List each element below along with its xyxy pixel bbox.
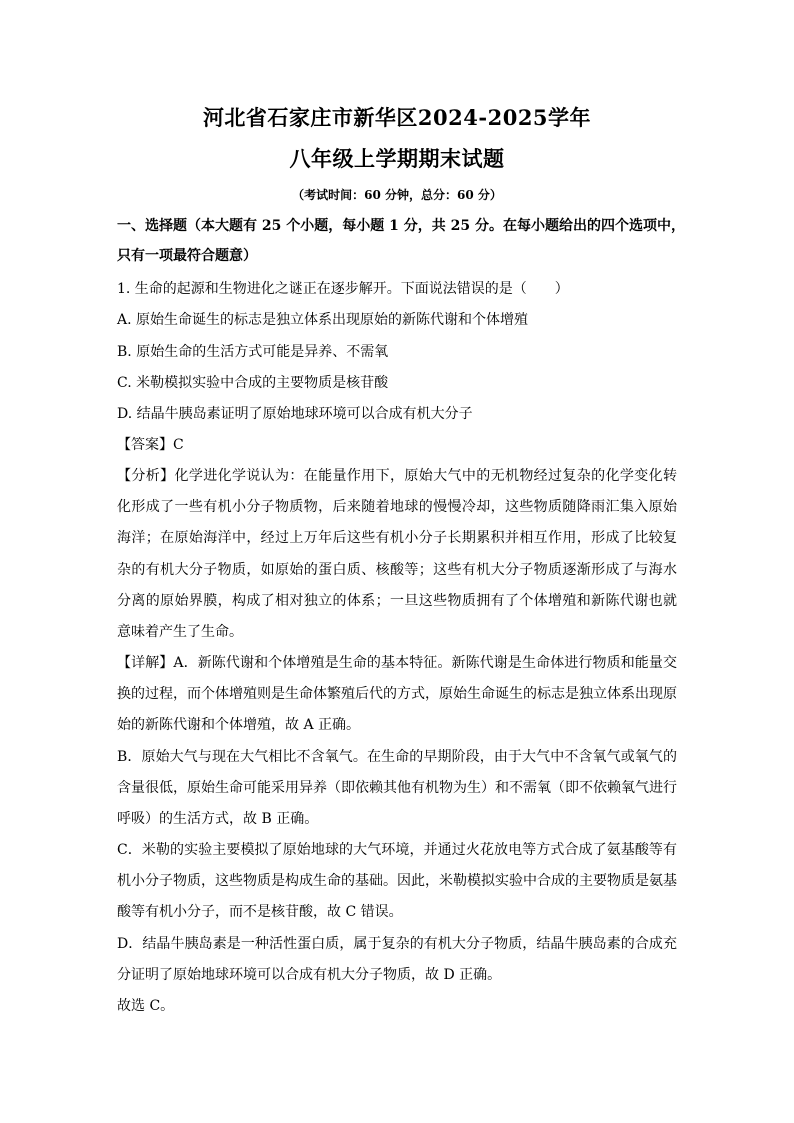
detail-line: 【详解】A．新陈代谢和个体增殖是生命的基本特征。新陈代谢是生命体进行物质和能量交 bbox=[117, 655, 677, 671]
detail-line: 换的过程，而个体增殖则是生命体繁殖后代的方式，原始生命诞生的标志是独立体系出现原 bbox=[117, 686, 677, 702]
option-d: D. 结晶牛胰岛素证明了原始地球环境可以合成有机大分子 bbox=[117, 406, 473, 422]
detail-line: 机小分子物质，这些物质是构成生命的基础。因此，米勒模拟实验中合成的主要物质是氨基 bbox=[117, 873, 677, 889]
exam-title-line1: 河北省石家庄市新华区2024-2025学年 bbox=[202, 105, 592, 130]
detail-line: 呼吸）的生活方式，故 B 正确。 bbox=[117, 811, 319, 827]
analysis-line: 海洋；在原始海洋中，经过上万年后这些有机小分子长期累积并相互作用，形成了比较复 bbox=[117, 530, 677, 546]
detail-line: 含量很低，原始生命可能采用异养（即依赖其他有机物为生）和不需氧（即不依赖氧气进行 bbox=[117, 780, 677, 796]
detail-line: 始的新陈代谢和个体增殖，故 A 正确。 bbox=[117, 717, 361, 733]
detail-line: B．原始大气与现在大气相比不含氧气。在生命的早期阶段，由于大气中不含氧气或氧气的 bbox=[117, 749, 677, 765]
exam-info: （考试时间：60 分钟，总分：60 分） bbox=[292, 188, 502, 202]
analysis-line: 意味着产生了生命。 bbox=[117, 624, 243, 640]
detail-line: 故选 C。 bbox=[117, 998, 175, 1014]
section-heading-line2: 只有一项最符合题意） bbox=[117, 248, 257, 264]
analysis-line: 化形成了一些有机小分子物质物，后来随着地球的慢慢冷却，这些物质随降雨汇集入原始 bbox=[117, 499, 677, 515]
question-stem: 1. 生命的起源和生物进化之谜正在逐步解开。下面说法错误的是（ ） bbox=[117, 281, 569, 297]
option-a: A. 原始生命诞生的标志是独立体系出现原始的新陈代谢和个体增殖 bbox=[117, 312, 529, 328]
section-heading-line1: 一、选择题（本大题有 25 个小题，每小题 1 分，共 25 分。在每小题给出的四个选项中， bbox=[117, 218, 685, 234]
exam-title-line2: 八年级上学期期末试题 bbox=[289, 146, 505, 171]
detail-line: C．米勒的实验主要模拟了原始地球的大气环境，并通过火花放电等方式合成了氨基酸等有 bbox=[117, 842, 677, 858]
detail-line: 酸等有机小分子，而不是核苷酸，故 C 错误。 bbox=[117, 904, 403, 920]
detail-line: D．结晶牛胰岛素是一种活性蛋白质，属于复杂的有机大分子物质，结晶牛胰岛素的合成充 bbox=[117, 936, 677, 952]
analysis-line: 分离的原始界膜，构成了相对独立的体系；一旦这些物质拥有了个体增殖和新陈代谢也就 bbox=[117, 593, 677, 609]
option-c: C. 米勒模拟实验中合成的主要物质是核苷酸 bbox=[117, 375, 389, 391]
analysis-line: 杂的有机大分子物质，如原始的蛋白质、核酸等；这些有机大分子物质逐渐形成了与海水 bbox=[117, 562, 677, 578]
detail-line: 分证明了原始地球环境可以合成有机大分子物质，故 D 正确。 bbox=[117, 967, 502, 983]
option-b: B. 原始生命的生活方式可能是异养、不需氧 bbox=[117, 344, 389, 360]
analysis-line: 【分析】化学进化学说认为：在能量作用下，原始大气中的无机物经过复杂的化学变化转 bbox=[117, 468, 677, 484]
answer: 【答案】C bbox=[117, 437, 184, 453]
